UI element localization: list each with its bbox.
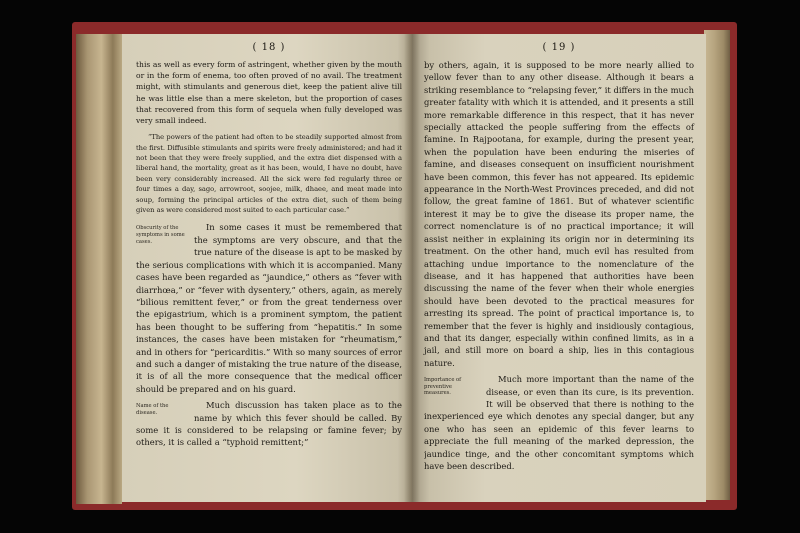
paragraph: by others, again, it is supposed to be more nearly allied to yellow fever than to any other disease. Although it bears a striking resemblance to “relapsing fever,” it differs in the much greater fatality with which it is attended, and it presents a still more remarkable difference in this respect, that it has never specially attacked the people suffering from the effects of famine. In Rajpootana, for example, during the present year, when the population have been enduring the miseries of famine, and diseases consequent on insufficient nourishment have been common, this fever has not appeared. Its epidemic appearance in the North-West Provinces preceded, and did not follow, the great famine of 1861. But of whatever scientific interest it may be to give the disease its proper name, the correct nomenclature is of no practical importance; it will assist neither in explaining its origin nor in determining its treatment. On the other hand, much evil has resulted from attaching undue importance to the nomenclature of the disease, and it has happened that authorities have been discussing the name of the fever when their whole energies should have been devoted to the practical measures for arresting its spread. The point of practical importance is, to remember that the fever is highly and insidiously contagious, and that its danger, especially within confined limits, as in a jail, and still more on board a ship, lies in this contagious nature.: [424, 60, 694, 368]
paragraph-block: [424, 373, 694, 476]
page-number: ( 19 ): [542, 42, 576, 53]
paragraph-block: [136, 221, 402, 399]
left-page: [122, 34, 412, 502]
margin-note: Obscurity of the symptoms in some cases.: [136, 225, 185, 245]
right-page: [412, 34, 706, 502]
paragraph: this as well as every form of astringent, whether given by the mouth or in the form of enema, too often proved of no avail. The treatment might, with stimulants and generous diet, keep the patient alive till he was little else than a mere skeleton, but the proportion of cases that recovered from this form of sequela when fully developed was very small indeed.: [136, 60, 402, 126]
margin-note: Name of the disease.: [136, 403, 169, 416]
book-gutter: [404, 34, 420, 502]
right-page-edges: [704, 30, 730, 500]
paragraph: In some cases it must be remembered that the symptoms are very obscure, and that the true nature of the disease is apt to be masked by the serious complications with which it is accompanied. Many cases have been regarded as “jaundice,” others as “fever with diarrhœa,” or “fever with dysentery,” others, again, as merely “bilious remittent fever,” or from the great tenderness over the epigastrium, which is a prominent symptom, the patient has been thought to be suffering from “hepatitis.” In some instances, the cases have been mistaken for “rheumatism,” and in others for “pericarditis.” With so many sources of error and such a danger of mistaking the true nature of the disease, it is of all the more consequence that the medical officer should be prepared and on his guard.: [136, 222, 402, 394]
page-number: ( 18 ): [252, 42, 286, 53]
paragraph: Much discussion has taken place as to the name by which this fever should be called. By some it is considered to be relapsing or famine fever; by others, it is called a “typhoid remittent;”: [136, 400, 402, 448]
margin-note: Importance of preventive measures.: [424, 377, 462, 397]
paragraph: Much more important than the name of the disease, or even than its cure, is its prevention. It will be observed that there is nothing to the inexperienced eye which denotes any special danger, but any one who has seen an epidemic of this fever learns to appreciate the full meaning of the marked depression, the jaundice tinge, and the other concomitant symptoms which have been described.: [424, 374, 694, 471]
paragraph-block: [136, 399, 402, 453]
block-quote: “The powers of the patient had often to be steadily supported almost from the first. Diffusible stimulants and spirits were freely administered; and had it not been that they were freely supplied, and the extra diet dispensed with a liberal hand, the mortality, great as it has been, would, I have no doubt, have been very considerably increased. All the sick were fed regularly three or four times a day, sago, arrowroot, soojee, milk, dhaee, and meat made into soup, forming the principal articles of the extra diet, such of them being given as were considered most suited to each particular case.”: [136, 133, 402, 215]
left-page-edges: [76, 34, 122, 504]
